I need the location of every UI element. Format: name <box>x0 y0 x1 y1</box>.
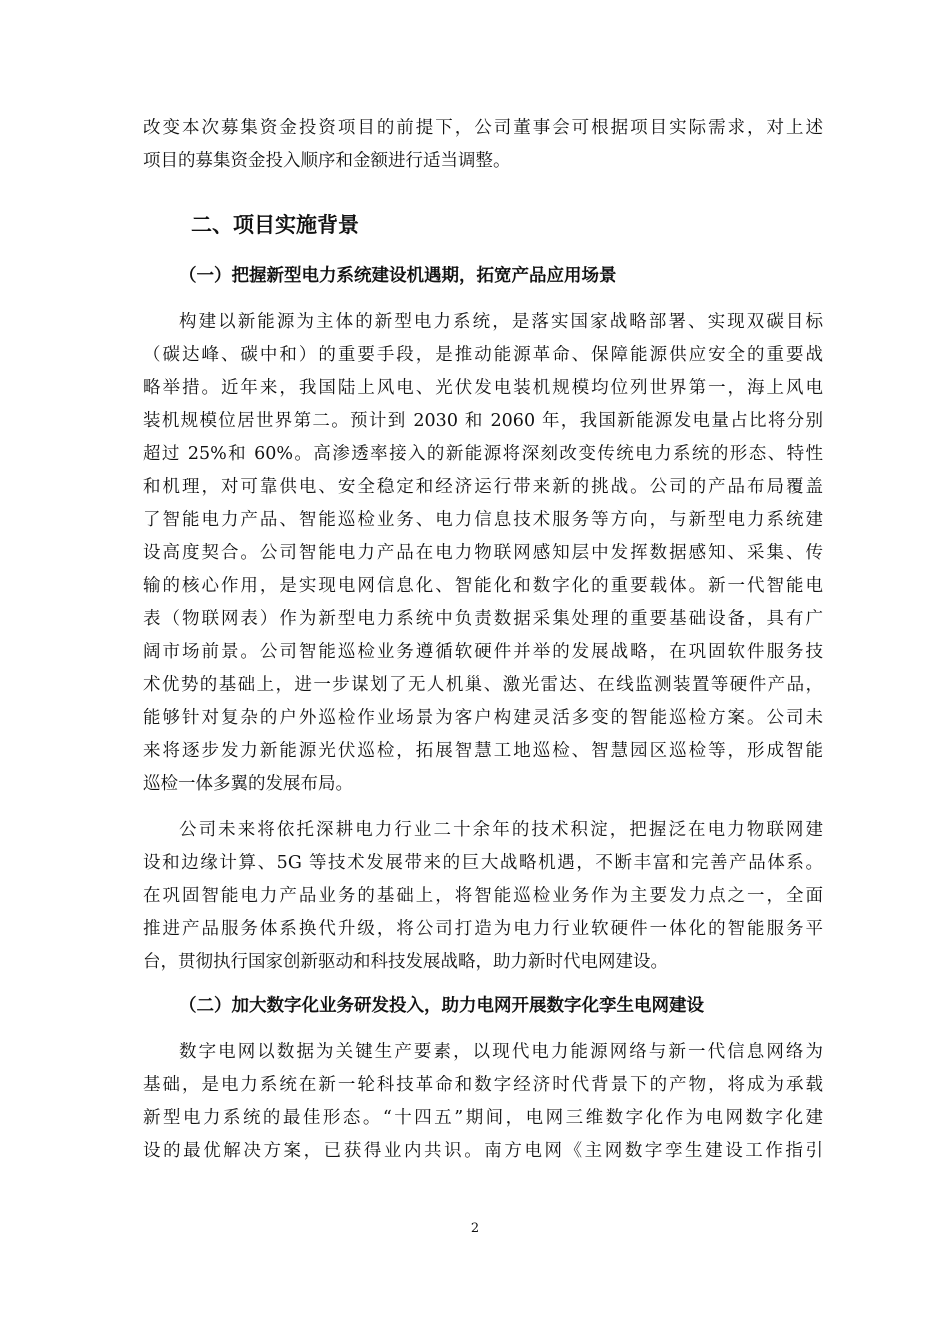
text-line: 基础，是电力系统在新一轮科技革命和数字经济时代背景下的产物，将成为承载 <box>143 1075 823 1095</box>
text-line: （碳达峰、碳中和）的重要手段，是推动能源革命、保障能源供应安全的重要战 <box>143 345 823 365</box>
text-line: 设的最优解决方案，已获得业内共识。南方电网《主网数字孪生建设工作指引 <box>143 1141 823 1161</box>
text-line: 装机规模位居世界第二。预计到 2030 和 2060 年，我国新能源发电量占比将分别 <box>143 411 823 431</box>
intro-paragraph <box>143 112 823 178</box>
text-line: 了智能电力产品、智能巡检业务、电力信息技术服务等方向，与新型电力系统建 <box>143 510 823 530</box>
text-line: 公司未来将依托深耕电力行业二十余年的技术积淀，把握泛在电力物联网建 <box>179 820 823 840</box>
text-line: 推进产品服务体系换代升级，将公司打造为电力行业软硬件一体化的智能服务平 <box>143 919 823 939</box>
text-line: 在巩固智能电力产品业务的基础上，将智能巡检业务作为主要发力点之一，全面 <box>143 886 823 906</box>
text-line: 构建以新能源为主体的新型电力系统，是落实国家战略部署、实现双碳目标 <box>179 312 823 332</box>
text-line: 新型电力系统的最佳形态。“十四五”期间，电网三维数字化作为电网数字化建 <box>143 1108 823 1128</box>
text-line: 阔市场前景。公司智能巡检业务遵循软硬件并举的发展战略，在巩固软件服务技 <box>143 642 823 662</box>
text-line: 超过 25%和 60%。高渗透率接入的新能源将深刻改变传统电力系统的形态、特性 <box>143 444 823 464</box>
text-line: 巡检一体多翼的发展布局。 <box>143 774 353 794</box>
text-line: 台，贯彻执行国家创新驱动和科技发展战略，助力新时代电网建设。 <box>143 952 668 972</box>
subsection-heading-2: （二）加大数字化业务研发投入，助力电网开展数字化孪生电网建设 <box>179 996 704 1016</box>
page-content <box>143 112 823 1168</box>
text-line: 设高度契合。公司智能电力产品在电力物联网感知层中发挥数据感知、采集、传 <box>143 543 823 563</box>
text-line: 来将逐步发力新能源光伏巡检，拓展智慧工地巡检、智慧园区巡检等，形成智能 <box>143 741 823 761</box>
text-line: 术优势的基础上，进一步谋划了无人机巢、激光雷达、在线监测装置等硬件产品， <box>143 675 823 695</box>
text-line: 设和边缘计算、5G 等技术发展带来的巨大战略机遇，不断丰富和完善产品体系。 <box>143 853 823 873</box>
paragraph-3 <box>143 1036 823 1168</box>
page-number: 2 <box>470 1221 480 1236</box>
text-line: 项目的募集资金投入顺序和金额进行适当调整。 <box>143 151 511 171</box>
section-heading: 二、项目实施背景 <box>191 213 359 237</box>
text-line: 能够针对复杂的户外巡检作业场景为客户构建灵活多变的智能巡检方案。公司未 <box>143 708 823 728</box>
paragraph-2 <box>143 814 823 979</box>
text-line: 数字电网以数据为关键生产要素，以现代电力能源网络与新一代信息网络为 <box>179 1042 823 1062</box>
text-line: 表（物联网表）作为新型电力系统中负责数据采集处理的重要基础设备，具有广 <box>143 609 823 629</box>
paragraph-1 <box>143 306 823 801</box>
subsection-heading-1: （一）把握新型电力系统建设机遇期，拓宽产品应用场景 <box>179 266 617 286</box>
text-line: 和机理，对可靠供电、安全稳定和经济运行带来新的挑战。公司的产品布局覆盖 <box>143 477 823 497</box>
text-line: 输的核心作用，是实现电网信息化、智能化和数字化的重要载体。新一代智能电 <box>143 576 823 596</box>
text-line: 改变本次募集资金投资项目的前提下，公司董事会可根据项目实际需求，对上述 <box>143 118 823 138</box>
text-line: 略举措。近年来，我国陆上风电、光伏发电装机规模均位列世界第一，海上风电 <box>143 378 823 398</box>
